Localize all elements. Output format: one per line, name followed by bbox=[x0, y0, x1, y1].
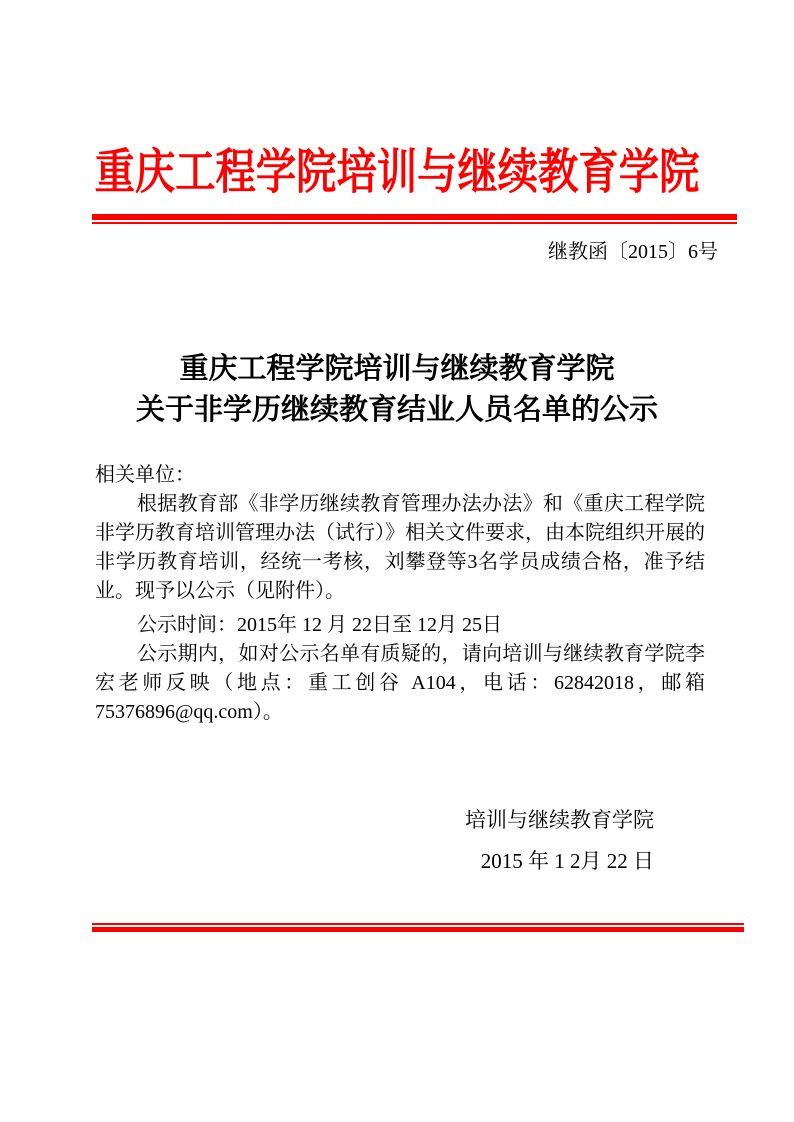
document-body bbox=[95, 461, 705, 727]
paragraph-basis: 根据教育部《非学历继续教育管理办法办法》和《重庆工程学院非学历教育培训管理办法（试行）》相关文件要求，由本院组织开展的非学历教育培训，经统一考核，刘攀登等3名学员成绩合格，准予结业。现予以公示（见附件）。 bbox=[95, 493, 705, 602]
document-title-line2: 关于非学历继续教育结业人员名单的公示 bbox=[135, 394, 658, 426]
document-title bbox=[0, 349, 794, 431]
masthead-title: 重庆工程学院培训与继续教育学院 bbox=[94, 146, 700, 199]
salutation: 相关单位： bbox=[95, 464, 195, 486]
signature-date: 2015 年 1 2月 22 日 bbox=[480, 849, 654, 873]
signature-org: 培训与继续教育学院 bbox=[465, 808, 654, 832]
header-divider bbox=[92, 214, 737, 224]
footer-divider bbox=[92, 923, 744, 932]
footer-divider-thick-line bbox=[92, 927, 744, 932]
header-divider-thin-line bbox=[92, 222, 737, 224]
document-number: 继教函〔2015〕6号 bbox=[548, 241, 718, 263]
signature-block bbox=[0, 800, 794, 882]
paragraph-contact: 公示期内，如对公示名单有质疑的，请向培训与继续教育学院李宏老师反映（地点：重工创谷 A104，电话：62842018，邮箱75376896@qq.com）。 bbox=[95, 643, 705, 723]
paragraph-publicity-period: 公示时间：2015年 12 月 22日至 12月 25日 bbox=[137, 614, 502, 636]
document-title-line1: 重庆工程学院培训与继续教育学院 bbox=[179, 353, 615, 385]
